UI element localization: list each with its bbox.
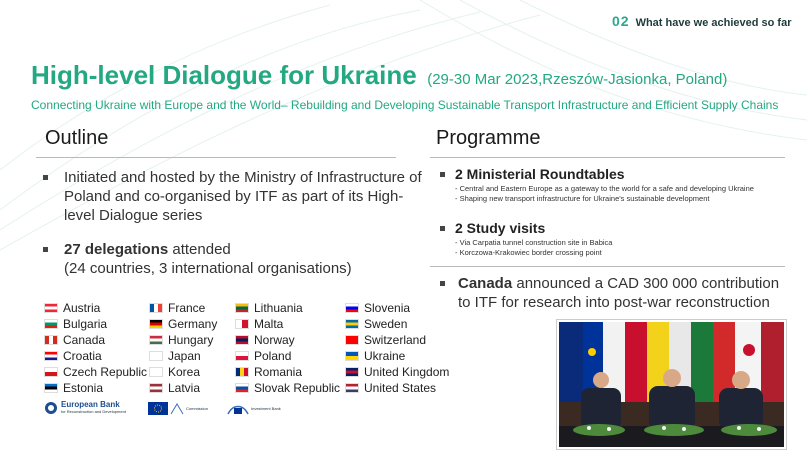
commission-building-icon (170, 402, 184, 415)
study-visit-item: - Via Carpatia tunnel construction site in Babica (455, 238, 613, 247)
delegates-panel-image (559, 322, 786, 449)
roundtable-item: - Shaping new transport infrastructure for Ukraine's sustainable development (455, 194, 710, 203)
sweden-flag-icon (345, 319, 359, 329)
country-item (149, 380, 235, 396)
country-item (235, 316, 345, 332)
ebrd-logo (44, 400, 126, 415)
korea-flag-icon (149, 367, 163, 377)
study-visits-heading: 2 Study visits (440, 220, 612, 236)
country-name: Czech Republic (63, 365, 148, 379)
country-name: United Kingdom (364, 365, 450, 379)
hungary-flag-icon (149, 335, 163, 345)
country-item (235, 300, 345, 316)
country-name: Canada (63, 333, 106, 347)
delegations-breakdown: (24 countries, 3 international organisations) (64, 260, 352, 277)
eib-caption: Investment Bank (251, 405, 281, 411)
outline-heading: Outline (45, 127, 109, 149)
ebrd-name: European Bank (61, 400, 120, 409)
section-label: What have we achieved so far (635, 17, 792, 29)
eu-flag-icon (148, 402, 168, 415)
country-name: Germany (168, 317, 218, 331)
estonia-flag-icon (44, 383, 58, 393)
country-name: Estonia (63, 381, 104, 395)
country-item (345, 300, 455, 316)
programme-heading: Programme (436, 127, 541, 149)
country-name: Korea (168, 365, 201, 379)
poland-flag-icon (235, 351, 249, 361)
austria-flag-icon (44, 303, 58, 313)
country-item (149, 332, 235, 348)
country-item (235, 332, 345, 348)
norway-flag-icon (235, 335, 249, 345)
country-item (44, 364, 149, 380)
european-commission-logo (148, 402, 208, 415)
country-item (149, 364, 235, 380)
canada-name: Canada (458, 275, 513, 292)
lithuania-flag-icon (235, 303, 249, 313)
country-name: Austria (63, 301, 101, 315)
united-kingdom-flag-icon (345, 367, 359, 377)
country-item (235, 364, 345, 380)
country-item (345, 364, 455, 380)
page-title: High-level Dialogue for Ukraine (31, 60, 417, 90)
country-name: Slovak Republic (254, 381, 341, 395)
latvia-flag-icon (149, 383, 163, 393)
croatia-flag-icon (44, 351, 58, 361)
japan-flag-icon (149, 351, 163, 361)
france-flag-icon (149, 303, 163, 313)
country-name: Sweden (364, 317, 408, 331)
section-number: 02 (612, 13, 630, 29)
eib-arc-icon (227, 402, 249, 415)
european-commission-caption: Commission (186, 405, 209, 411)
conference-photo (557, 320, 786, 449)
study-visit-item: - Korczowa-Krakowiec border crossing point (455, 248, 602, 257)
country-name: Slovenia (364, 301, 411, 315)
programme-divider-lower (430, 266, 785, 267)
country-name: Switzerland (364, 333, 427, 347)
roundtables-heading: 2 Ministerial Roundtables (440, 166, 754, 182)
country-item (345, 348, 455, 364)
country-name: Ukraine (364, 349, 406, 363)
country-item (44, 332, 149, 348)
programme-divider (430, 157, 785, 158)
country-name: United States (364, 381, 437, 395)
country-item (345, 380, 455, 396)
country-name: France (168, 301, 206, 315)
country-name: Norway (254, 333, 295, 347)
country-name: Romania (254, 365, 303, 379)
country-item (44, 348, 149, 364)
delegations-count: 27 delegations (64, 241, 169, 258)
roundtables-block (440, 166, 754, 204)
canada-announcement: announced a CAD 300 000 contribution to ITF for research into post-war reconstruction (458, 275, 780, 311)
country-item (44, 316, 149, 332)
ebrd-emblem-icon (44, 401, 58, 415)
section-tag (612, 13, 791, 29)
delegations-attended: attended (168, 241, 231, 258)
switzerland-flag-icon (345, 335, 359, 345)
event-dates: (29-30 Mar 2023,Rzeszów-Jasionka, Poland) (427, 71, 728, 88)
country-item (149, 348, 235, 364)
outline-list (43, 168, 428, 278)
country-name: Japan (168, 349, 201, 363)
canada-contribution (440, 274, 795, 312)
czech-republic-flag-icon (44, 367, 58, 377)
eib-logo (227, 402, 281, 415)
country-name: Croatia (63, 349, 102, 363)
country-item (235, 380, 345, 396)
romania-flag-icon (235, 367, 249, 377)
bulgaria-flag-icon (44, 319, 58, 329)
canada-flag-icon (44, 335, 58, 345)
study-visits-block (440, 220, 612, 258)
country-item (345, 332, 455, 348)
ukraine-flag-icon (345, 351, 359, 361)
slovenia-flag-icon (345, 303, 359, 313)
outline-bullet-hosting (43, 168, 428, 225)
country-item (149, 316, 235, 332)
country-name: Poland (254, 349, 292, 363)
outline-bullet-delegations (43, 240, 428, 278)
page-subtitle: Connecting Ukraine with Europe and the World– Rebuilding and Developing Sustainable Transport Infrastructure and Efficient Supply Chains (31, 98, 779, 112)
outline-bullet-hosting-text: Initiated and hosted by the Ministry of Infrastructure of Poland and co-organised by ITF as part of its High-level Dialogue series (64, 169, 422, 224)
country-item (235, 348, 345, 364)
country-item (345, 316, 455, 332)
malta-flag-icon (235, 319, 249, 329)
country-name: Malta (254, 317, 284, 331)
country-name: Latvia (168, 381, 201, 395)
slovak-republic-flag-icon (235, 383, 249, 393)
country-name: Hungary (168, 333, 214, 347)
country-item (149, 300, 235, 316)
ebrd-caption: for Reconstruction and Development (61, 409, 126, 414)
country-name: Bulgaria (63, 317, 108, 331)
united-states-flag-icon (345, 383, 359, 393)
title-row (31, 60, 727, 91)
outline-divider (36, 157, 396, 158)
roundtable-item: - Central and Eastern Europe as a gateway to the world for a safe and developing Ukraine (455, 184, 754, 193)
country-item (44, 300, 149, 316)
country-list (44, 300, 454, 396)
country-item (44, 380, 149, 396)
country-name: Lithuania (254, 301, 303, 315)
germany-flag-icon (149, 319, 163, 329)
